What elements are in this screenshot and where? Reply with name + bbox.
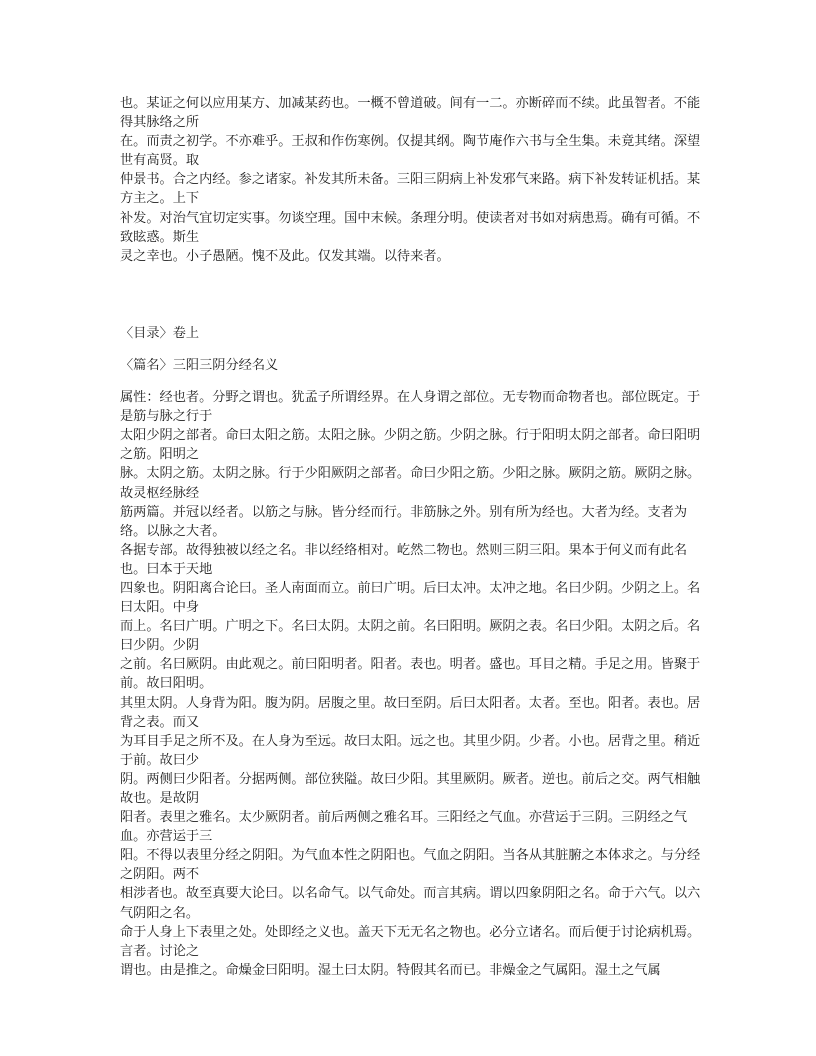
text-line: 四象也。阴阳离合论曰。圣人南面而立。前曰广明。后曰太冲。太冲之地。名曰少阴。少阴之上。名曰太阳。中身	[120, 580, 701, 616]
text-line: 阴。两侧曰少阳者。分据两侧。部位狭隘。故曰少阳。其里厥阴。厥者。逆也。前后之交。两气相触故也。是故阴	[120, 771, 701, 806]
text-line: 仲景书。合之内经。参之诸家。补发其所未备。三阳三阴病上补发邪气来路。病下补发转证机括。某方主之。上下	[120, 172, 701, 207]
text-line: 灵之幸也。小子愚陋。愧不及此。仅发其端。以待来者。	[120, 248, 450, 264]
text-line: 谓也。由是推之。命燥金曰阳明。湿土曰太阴。特假其名而已。非燥金之气属阳。湿土之气属	[120, 962, 661, 978]
text-line: 而上。名曰广明。广明之下。名曰太阴。太阴之前。名曰阳明。厥阴之表。名曰少阳。太阴之后。名曰少阴。少阴	[120, 619, 701, 654]
text-line: 也。某证之何以应用某方、加减某药也。一概不曾道破。间有一二。亦断碎而不续。此虽智者。不能得其脉络之所	[120, 96, 701, 131]
document-page	[120, 94, 706, 980]
text-line: 阳。不得以表里分经之阴阳。为气血本性之阴阳也。气血之阴阳。当各从其脏腑之本体求之。与分经之阴阳。两不	[120, 848, 701, 883]
text-line: 脉。太阴之筋。太阴之脉。行于少阳厥阴之部者。命曰少阳之筋。少阳之脉。厥阴之筋。厥阴之脉。故灵枢经脉经	[120, 466, 701, 501]
text-line: 筋两篇。并冠以经者。以筋之与脉。皆分经而行。非筋脉之外。别有所为经也。大者为经。支者为络。以脉之大者。	[120, 504, 688, 539]
text-line: 之前。名曰厥阴。由此观之。前曰阳明者。阳者。表也。明者。盛也。耳目之精。手足之用。皆聚于前。故曰阳明。	[120, 657, 701, 692]
text-line: 命于人身上下表里之处。处即经之义也。盖天下无无名之物也。必分立诸名。而后便于讨论病机焉。言者。讨论之	[120, 924, 701, 959]
text-line: 为耳目手足之所不及。在人身为至远。故曰太阳。远之也。其里少阴。少者。小也。居背之里。稍近于前。故曰少	[120, 733, 701, 768]
chapter-heading: 〈篇名〉三阳三阴分经名义	[120, 357, 279, 373]
text-line: 在。而责之初学。不亦难乎。王叔和作伤寒例。仅提其纲。陶节庵作六书与全生集。未竟其绪。深望世有高贤。取	[120, 134, 701, 169]
toc-heading: 〈目录〉卷上	[120, 325, 200, 341]
text-line: 相涉者也。故至真要大论曰。以名命气。以气命处。而言其病。谓以四象阴阳之名。命于六气。以六气阴阳之名。	[120, 886, 701, 921]
text-line: 各据专部。故得独被以经之名。非以经络相对。屹然二物也。然则三阴三阳。果本于何义而有此名也。曰本于天地	[120, 542, 688, 577]
text-line: 太阳少阴之部者。命曰太阳之筋。太阳之脉。少阴之筋。少阴之脉。行于阳明太阴之部者。命曰阳明之筋。阳明之	[120, 428, 701, 463]
intro-paragraph	[120, 94, 706, 266]
text-line: 其里太阴。人身背为阳。腹为阴。居腹之里。故曰至阴。后曰太阳者。太者。至也。阳者。表也。居背之表。而又	[120, 695, 701, 730]
chapter-body	[120, 388, 706, 980]
text-line: 补发。对治气宜切定实事。勿谈空理。国中末候。条理分明。使读者对书如对病患焉。确有可循。不致眩惑。斯生	[120, 210, 701, 245]
text-line: 阳者。表里之雅名。太少厥阴者。前后两侧之雅名耳。三阳经之气血。亦营运于三阴。三阴经之气血。亦营运于三	[120, 810, 688, 845]
text-line: 属性：经也者。分野之谓也。犹孟子所谓经界。在人身谓之部位。无专物而命物者也。部位既定。于是筋与脉之行于	[120, 390, 701, 425]
